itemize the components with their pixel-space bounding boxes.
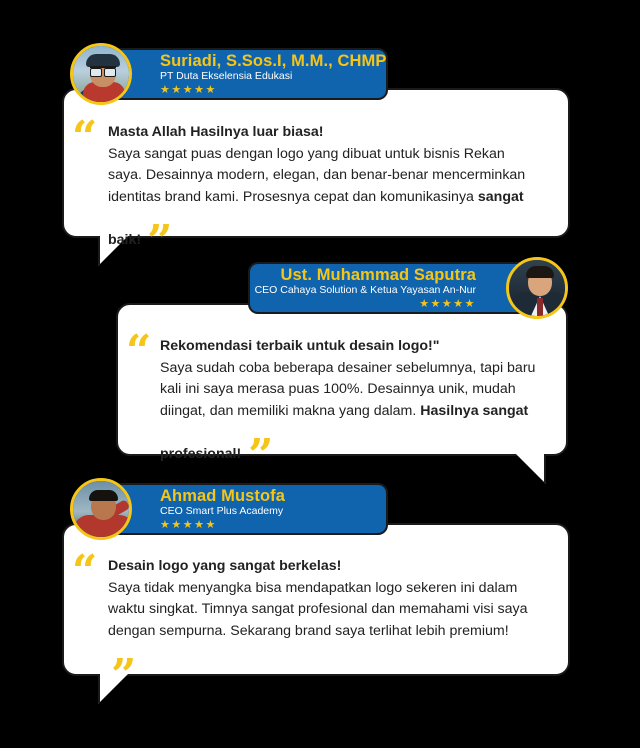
testimonial-3-stars: ★★★★★ xyxy=(160,519,217,532)
testimonial-3-header xyxy=(88,483,388,535)
testimonial-2-avatar xyxy=(506,257,568,319)
testimonial-3-body: Saya tidak menyangka bisa mendapatkan logo sekeren ini dalam waktu singkat. Timnya sangat profesional dan memahami visi saya dengan sempurna. Sekarang brand saya terlihat lebih premium! xyxy=(108,579,528,639)
testimonial-3-role: CEO Smart Plus Academy xyxy=(160,505,284,518)
testimonial-3-quote-close: ” xyxy=(111,650,137,702)
testimonial-2-stars: ★★★★★ xyxy=(419,298,476,311)
avatar-photo xyxy=(509,260,565,316)
testimonial-1-body: Saya sangat puas dengan logo yang dibuat untuk bisnis Rekan saya. Desainnya modern, elegan, dan benar-benar mencerminkan identitas brand kami. Prosesnya cepat dan komunikasinya xyxy=(108,145,526,205)
avatar-photo xyxy=(73,46,129,102)
testimonial-2-body: Saya sudah coba beberapa desainer sebelumnya, tapi baru kali ini saya merasa puas 100%. Desainnya unik, mudah diingat, dan memiliki makna yang dalam. xyxy=(160,359,536,419)
testimonial-2-body-strong: Hasilnya sangat profesional! xyxy=(160,402,529,463)
testimonial-1-stars: ★★★★★ xyxy=(160,84,217,97)
testimonial-3-headline: Desain logo yang sangat berkelas! xyxy=(108,558,342,574)
testimonial-1-quote-close: ” xyxy=(147,216,173,268)
testimonial-3-avatar xyxy=(70,478,132,540)
testimonial-3-name: Ahmad Mustofa xyxy=(160,486,286,505)
testimonial-1-avatar xyxy=(70,43,132,105)
testimonial-1-header xyxy=(88,48,388,100)
testimonial-1-quote-open: “ xyxy=(72,112,98,163)
testimonial-3-text xyxy=(108,556,528,702)
testimonial-1-identity xyxy=(160,52,387,96)
testimonial-1-headline: Masta Allah Hasilnya luar biasa! xyxy=(108,124,324,140)
testimonial-2-text xyxy=(160,336,550,482)
testimonial-2-identity xyxy=(255,266,476,310)
avatar-photo xyxy=(73,481,129,537)
testimonial-2-name: Ust. Muhammad Saputra xyxy=(280,265,476,284)
testimonial-2-quote-close: ” xyxy=(248,430,274,482)
testimonial-2-role: CEO Cahaya Solution & Ketua Yayasan An-Nur xyxy=(254,284,476,297)
testimonial-3-quote-open: “ xyxy=(72,546,98,597)
testimonial-2-headline: Rekomendasi terbaik untuk desain logo!" xyxy=(160,338,440,354)
testimonial-1-name: Suriadi, S.Sos.I, M.M., CHMP xyxy=(160,51,387,70)
testimonial-1-role: PT Duta Ekselensia Edukasi xyxy=(160,70,293,83)
testimonial-2-quote-open: “ xyxy=(126,326,152,377)
testimonial-1-text xyxy=(108,122,538,268)
testimonial-3-identity xyxy=(160,487,285,531)
testimonial-2-header xyxy=(248,262,548,314)
testimonial-1-body-strong: sangat baik! xyxy=(108,188,524,249)
